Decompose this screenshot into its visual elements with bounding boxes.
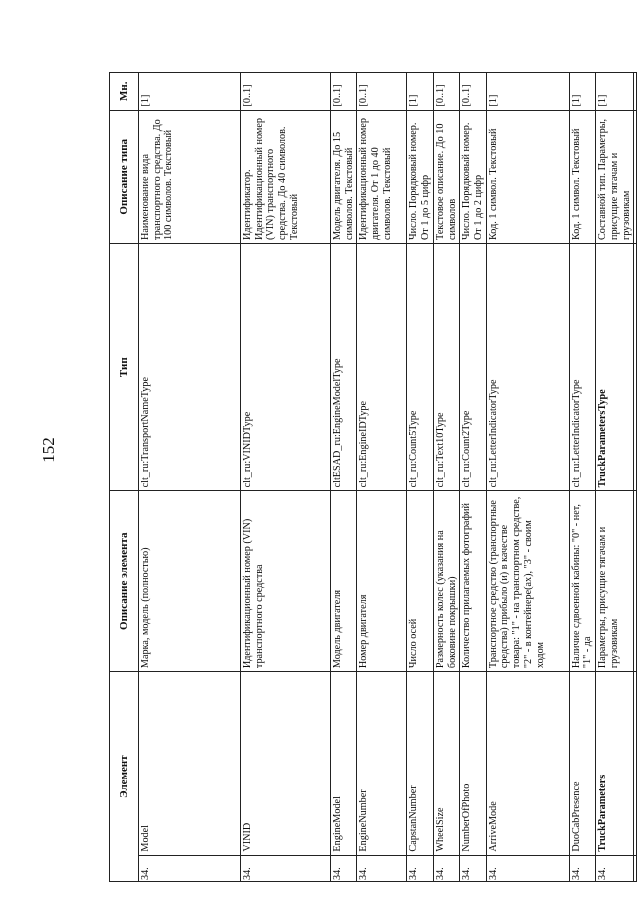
element-name: Model — [139, 672, 241, 855]
element-table — [109, 72, 637, 882]
element-name: TruckParameters — [596, 672, 634, 855]
empty-cell — [634, 243, 637, 490]
element-description: Модель двигателя — [331, 491, 357, 672]
type-name: cltESAD_ru:EngineModelType — [331, 243, 357, 490]
row-number: 34. — [241, 855, 331, 881]
row-number: 34. — [139, 855, 241, 881]
type-description: Составной тип. Параметры, присущие тягачам и грузовикам — [596, 110, 634, 243]
element-description: Транспортное средство (транспортные средства) прибыло (и) в качестве товара: "1" - на транспортном средстве, "2" - в контейнере(ах), "3" - своим ходом — [486, 491, 569, 672]
header-element-description: Описание элемента — [110, 491, 139, 672]
multiplicity: [1] — [569, 73, 595, 111]
table-row — [486, 73, 569, 882]
element-name: ArriveMode — [486, 672, 569, 855]
type-name: clt_ru:VINIDType — [241, 243, 331, 490]
row-number: 34. — [331, 855, 357, 881]
element-name: CapstanNumber — [407, 672, 433, 855]
type-name: TruckParametersType — [596, 243, 634, 490]
multiplicity: [0..1] — [433, 73, 459, 111]
multiplicity: [1] — [407, 73, 433, 111]
empty-cell — [634, 73, 637, 111]
type-description: Число. Порядковый номер. От 1 до 5 цифр — [407, 110, 433, 243]
element-description: Количество прилагаемых фотографий — [460, 491, 486, 672]
type-name: clt_ru:LetterIndicatorType — [486, 243, 569, 490]
page-number: 152 — [39, 437, 58, 463]
rotated-table-container — [109, 72, 632, 882]
table-row — [569, 73, 595, 882]
element-description: Размерность колес (указания на боковине покрышки) — [433, 491, 459, 672]
multiplicity: [0..1] — [357, 73, 407, 111]
multiplicity: [0..1] — [331, 73, 357, 111]
row-number: 34. — [433, 855, 459, 881]
table-row-empty — [634, 73, 637, 882]
element-description: Число осей — [407, 491, 433, 672]
type-name: clt_ru:LetterIndicatorType — [569, 243, 595, 490]
multiplicity: [1] — [139, 73, 241, 111]
header-type: Тип — [110, 243, 139, 490]
row-number: 34. — [596, 855, 634, 881]
type-name: clt_ru:TransportNameType — [139, 243, 241, 490]
element-name: WheelSize — [433, 672, 459, 855]
element-name: VINID — [241, 672, 331, 855]
type-description: Код. 1 символ. Текстовый — [569, 110, 595, 243]
multiplicity: [0..1] — [460, 73, 486, 111]
type-name: clt_ru:Count5Type — [407, 243, 433, 490]
element-name: DuoCabPresence — [569, 672, 595, 855]
table-row — [433, 73, 459, 882]
type-description: Модель двигателя. До 15 символов. Текстовый — [331, 110, 357, 243]
table-row — [357, 73, 407, 882]
table-row — [407, 73, 433, 882]
row-number: 34. — [407, 855, 433, 881]
element-name: NumberOfPhoto — [460, 672, 486, 855]
row-number: 34. — [357, 855, 407, 881]
type-description: Число. Порядковый номер. От 1 до 2 цифр — [460, 110, 486, 243]
type-description: Идентификационный номер двигателя. От 1 до 40 символов. Текстовый — [357, 110, 407, 243]
table-row — [139, 73, 241, 882]
empty-cell — [634, 672, 637, 855]
table-header-row — [110, 73, 139, 882]
element-description: Идентификационный номер (VIN) транспортного средства — [241, 491, 331, 672]
table-row — [460, 73, 486, 882]
type-name: clt_ru:EngineIDType — [357, 243, 407, 490]
element-description: Параметры, присущие тягачам и грузовикам — [596, 491, 634, 672]
empty-cell — [634, 491, 637, 672]
element-description: Наличие сдвоенной кабины: "0" - нет, "1" - да — [569, 491, 595, 672]
empty-cell — [634, 110, 637, 243]
header-type-description: Описание типа — [110, 110, 139, 243]
header-multiplicity: Мн. — [110, 73, 139, 111]
type-description: Код. 1 символ. Текстовый — [486, 110, 569, 243]
type-description: Текстовое описание. До 10 символов — [433, 110, 459, 243]
table-row — [331, 73, 357, 882]
header-element: Элемент — [110, 672, 139, 882]
type-description: Идентификатор. Идентификационный номер (VIN) транспортного средства. До 40 символов. Текстовый — [241, 110, 331, 243]
row-number: 34. — [569, 855, 595, 881]
row-number: 34. — [460, 855, 486, 881]
element-name: EngineNumber — [357, 672, 407, 855]
type-name: clt_ru:Text10Type — [433, 243, 459, 490]
row-number: 34. — [486, 855, 569, 881]
table-row — [241, 73, 331, 882]
element-description: Марка, модель (полностью) — [139, 491, 241, 672]
multiplicity: [0..1] — [241, 73, 331, 111]
element-description: Номер двигателя — [357, 491, 407, 672]
table-row — [596, 73, 634, 882]
multiplicity: [1] — [596, 73, 634, 111]
type-name: clt_ru:Count2Type — [460, 243, 486, 490]
element-name: EngineModel — [331, 672, 357, 855]
empty-cell — [634, 855, 637, 881]
multiplicity: [1] — [486, 73, 569, 111]
type-description: Наименование вида транспортного средства. До 100 символов. Текстовый — [139, 110, 241, 243]
